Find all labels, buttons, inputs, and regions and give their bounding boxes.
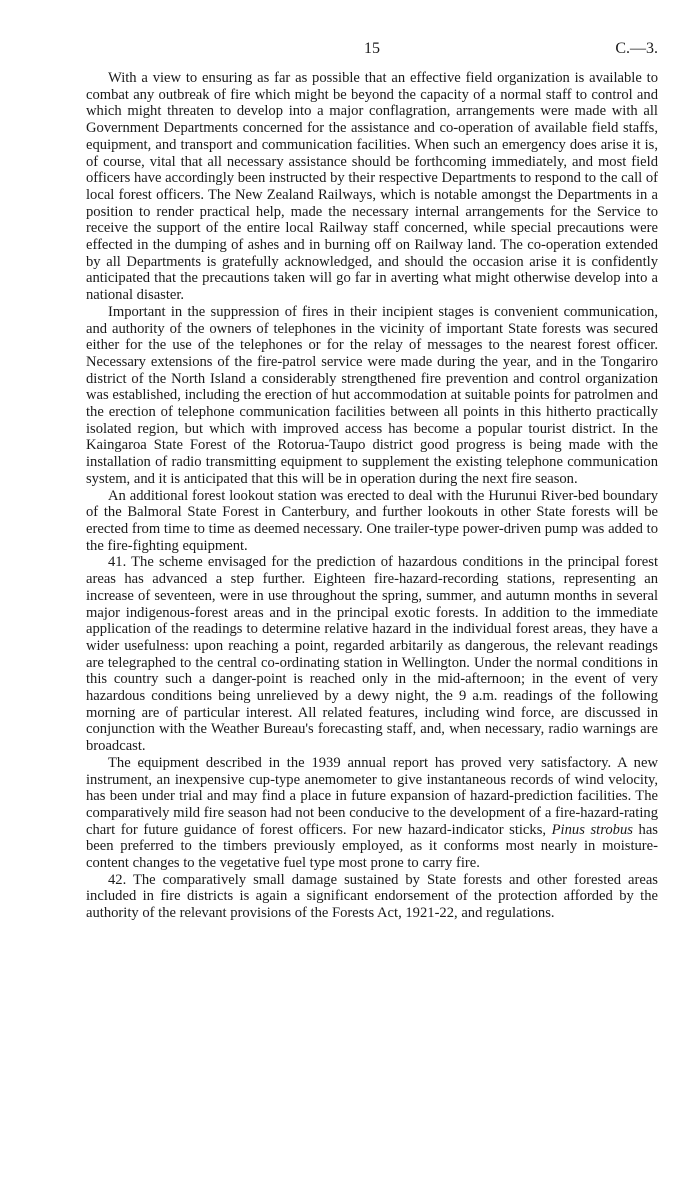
paragraph-42-damage: 42. The comparatively small damage sustained by State forests and other forested areas included in fire districts is again a significant endorsement of the protection afforded by the authority of the relevant provisions of the Forests Act, 1921-22, and regulations.	[86, 871, 658, 922]
paragraph-field-organization: With a view to ensuring as far as possible that an effective field organization is available to combat any outbreak of fire which might be beyond the capacity of a normal staff to control and which might threaten to develop into a major conflagration, arrangements were made with all Government Departments concerned for the assistance and co-operation of available field staffs, equipment, and transport and communication facilities. When such an emergency does arise it is, of course, vital that all necessary assistance should be forthcoming immediately, and most field officers have accordingly been instructed by their respective Departments to respond to the call of local forest officers. The New Zealand Railways, which is notable amongst the Departments in a position to render practical help, made the necessary internal arrangements for the Service to receive the support of the entire local Railway staff concerned, while special precautions were effected in the dumping of ashes and in burning off on Railway land. The co-operation extended by all Departments is gratefully acknowledged, and should the occasion arise it is confidently anticipated that the precautions taken will go far in averting what might otherwise develop into a national disaster.	[86, 70, 658, 304]
paragraph-lookout-station: An additional forest lookout station was erected to deal with the Hurunui River-bed boundary of the Balmoral State Forest in Canterbury, and further lookouts in other State forests will be erected from time to time as deemed necessary. One trailer-type power-driven pump was added to the fire-fighting equipment.	[86, 487, 658, 554]
document-reference: C.—3.	[615, 40, 658, 57]
paragraph-equipment	[86, 755, 658, 872]
paragraph-41-hazard-prediction: 41. The scheme envisaged for the prediction of hazardous conditions in the principal forest areas has advanced a step further. Eighteen fire-hazard-recording stations, representing an increase of seventeen, were in use throughout the spring, summer, and autumn months in several major indigenous-forest areas and in the principal exotic forests. In addition to the immediate application of the readings to determine relative hazard in the individual forest areas, they have a wider usefulness: upon reaching a point, regarded arbitarily as dangerous, the relevant readings are telegraphed to the central co-ordinating station in Wellington. Under the normal conditions in this country such a danger-point is reached only in the mid-afternoon; in the event of very hazardous conditions being unrelieved by a dewy night, the 9 a.m. readings of the following morning are of particular interest. All related features, including wind force, are discussed in conjunction with the Weather Bureau's forecasting staff, and, when necessary, radio warnings are broadcast.	[86, 554, 658, 755]
paragraph-communication: Important in the suppression of fires in their incipient stages is convenient communication, and authority of the owners of telephones in the vicinity of important State forests was secured either for the use of the telephones or for the relay of messages to the nearest forest officer. Necessary extensions of the fire-patrol service were made during the year, and in the Tongariro district of the North Island a considerably strengthened fire prevention and control organization was established, including the erection of hut accommodation at suitable points for patrolmen and the erection of telephone communication facilities between all points in this hitherto practically isolated region, but which with improved access has become a popular tourist district. In the Kaingaroa State Forest of the Rotorua-Taupo district good progress is being made with the installation of radio transmitting equipment to supplement the existing telephone communication system, and it is anticipated that this will be in operation during the next fire season.	[86, 303, 658, 487]
equipment-text-before: The equipment described in the 1939 annual report has proved very satisfactory. A new instrument, an inexpensive cup-type anemometer to give instantaneous records of wind velocity, has been under trial and may find a place in future expansion of hazard-prediction facilities. The comparatively mild fire season had not been conducive to the development of a fire-hazard-rating chart for future guidance of forest officers. For new hazard-indicator sticks,	[86, 754, 658, 838]
page-number: 15	[364, 40, 380, 57]
species-name: Pinus strobus	[551, 821, 633, 838]
body-text	[86, 70, 658, 922]
equipment-text-after: has been preferred to the timbers previously employed, as it conforms most nearly in moisture-content changes to the vegetative fuel type most prone to carry fire.	[86, 821, 658, 872]
page-header	[86, 40, 658, 60]
